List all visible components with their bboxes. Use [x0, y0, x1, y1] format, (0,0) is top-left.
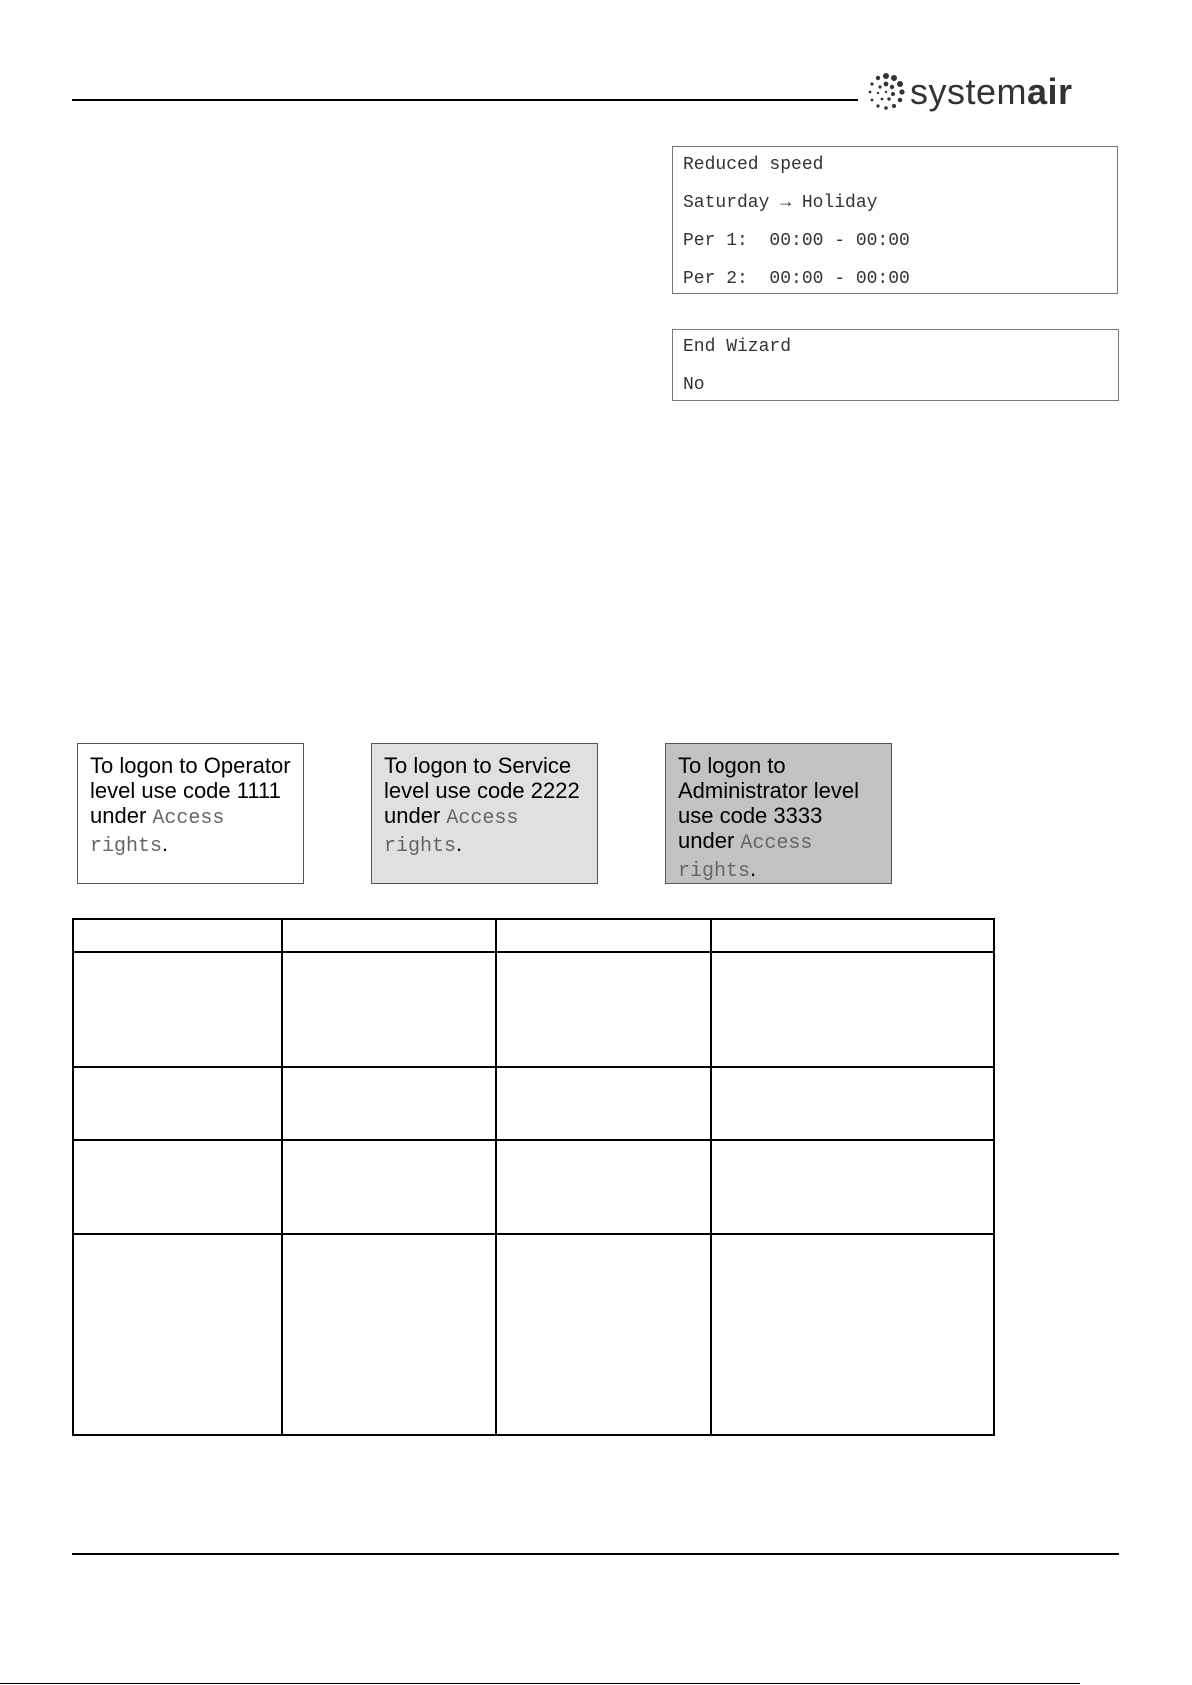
table-cell — [73, 1067, 282, 1140]
display-line: Reduced speed — [683, 155, 824, 175]
table-cell — [282, 919, 496, 952]
table-cell — [282, 952, 496, 1067]
table-cell — [496, 952, 711, 1067]
display-line: Per 2: 00:00 - 00:00 — [683, 269, 910, 289]
systemair-logo — [866, 70, 1073, 114]
reduced-speed-display — [672, 146, 1118, 294]
table-cell — [73, 1234, 282, 1435]
table-row — [73, 952, 994, 1067]
header-rule — [72, 99, 858, 101]
display-line: Saturday → Holiday — [683, 193, 878, 213]
table-cell — [711, 1234, 994, 1435]
table-cell — [282, 1067, 496, 1140]
administrator-logon-note: To logon to Administrator level use code 3333 under Access rights. — [665, 743, 892, 884]
table-cell — [496, 1067, 711, 1140]
table-cell — [711, 1067, 994, 1140]
table-cell — [282, 1234, 496, 1435]
table-row — [73, 1140, 994, 1234]
service-logon-note: To logon to Service level use code 2222 under Access rights. — [371, 743, 598, 884]
table-cell — [711, 919, 994, 952]
table-cell — [282, 1140, 496, 1234]
table-cell — [73, 1140, 282, 1234]
table-cell — [73, 919, 282, 952]
display-line: End Wizard — [683, 337, 792, 357]
table-cell — [711, 952, 994, 1067]
access-level-table — [72, 918, 995, 1436]
table-row — [73, 919, 994, 952]
table-cell — [711, 1140, 994, 1234]
table-row — [73, 1234, 994, 1435]
operator-logon-note: To logon to Operator level use code 1111 under Access rights. — [77, 743, 304, 884]
table-row — [73, 1067, 994, 1140]
page-bottom-rule — [0, 1683, 1080, 1684]
display-line: Per 1: 00:00 - 00:00 — [683, 231, 910, 251]
logo-dots-icon — [866, 72, 906, 112]
footer-rule — [72, 1553, 1119, 1555]
end-wizard-display — [672, 329, 1119, 401]
logo-wordmark: systemair — [910, 71, 1073, 112]
table-cell — [496, 1140, 711, 1234]
table-cell — [496, 1234, 711, 1435]
table-cell — [73, 952, 282, 1067]
display-line: No — [683, 375, 705, 395]
table-cell — [496, 919, 711, 952]
